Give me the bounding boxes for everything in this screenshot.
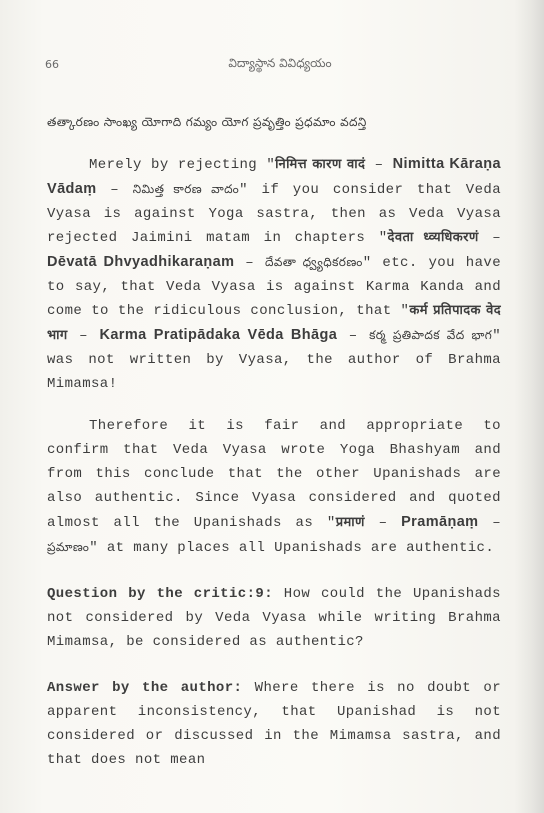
text-run: – [337,328,370,344]
transliterated-term: Nimitta Kāraṇa Vādaṃ [47,156,501,197]
transliterated-term: Pramāṇaṃ [401,514,479,530]
page-number: 66 [45,58,59,71]
text-run: – [234,255,265,271]
text-run: " was not written by Vyasa, the author of Brahma Mimamsa! [47,328,501,392]
question-label: Question by the critic:9: [47,586,273,602]
running-title: విద్యాస్థాన వివిధ్యయం [228,56,332,70]
page-edge-shadow [514,0,544,813]
question-text: How could the Upanishads not considered by Veda Vyasa while writing Brahma Mimamsa, be considered as authentic? [47,586,501,650]
telugu-term: నిమిత్త కారణ వాదం [132,182,240,196]
paragraph-rejecting [47,152,501,396]
text-run: – [478,230,501,246]
text-run: " etc. you have to say, that Veda Vyasa is against Karma Kanda and come to the ridiculous conclusion, that " [47,255,501,319]
transliterated-term: Karma Pratipādaka Vēda Bhāga [99,327,338,343]
text-run: – [365,157,393,173]
text-run: – [364,515,402,531]
answer-label: Answer by the author: [47,680,243,696]
devanagari-term: कर्म प्रतिपादक वेद भाग [47,303,502,343]
telugu-term: ప్రమాణం [47,540,90,554]
text-run: " at many places all Upanishads are authentic. [89,540,495,556]
text-run: – [67,328,100,344]
paragraph-therefore [47,414,501,560]
answer-paragraph [47,676,501,772]
text-run: " if you consider that Veda Vyasa is against Yoga sastra, then as Veda Vyasa rejected Jaimini matam in chapters " [47,182,501,246]
question-paragraph [47,582,501,654]
text-run: – [478,515,502,531]
answer-text: Where there is no doubt or apparent inconsistency, that Upanishad is not considered or discussed in the Mimamsa sastra, and that does not mean [47,680,501,768]
telugu-term: దేవతా ధ్వ్యధికరణం [264,255,363,269]
transliterated-term: Dēvatā Dhvyadhikaraṇam [47,254,235,270]
text-run: – [96,182,133,198]
text-run: Therefore it is fair and appropriate to confirm that Veda Vyasa wrote Yoga Bhashyam and from this conclude that the other Upanishads are also authentic. Since Vyasa considered and quoted almost all the Upanishads as " [47,418,501,531]
devanagari-term: देवता ध्व्यधिकरणं [387,230,479,245]
page-header [45,56,515,76]
text-run: Merely by rejecting " [89,157,276,173]
devanagari-term: निमित्त कारण वादं [275,157,366,172]
devanagari-term: प्रमाणं [335,515,365,530]
page-body [47,110,501,772]
telugu-term: కర్మ ప్రతిపాదక వేద భాగ [369,328,493,342]
telugu-lead-line: తత్కారణం సాంఖ్య యోగాది గమ్యం యోగ ప్రవృత్తిం ప్రధమాం వదన్తి [47,115,367,129]
